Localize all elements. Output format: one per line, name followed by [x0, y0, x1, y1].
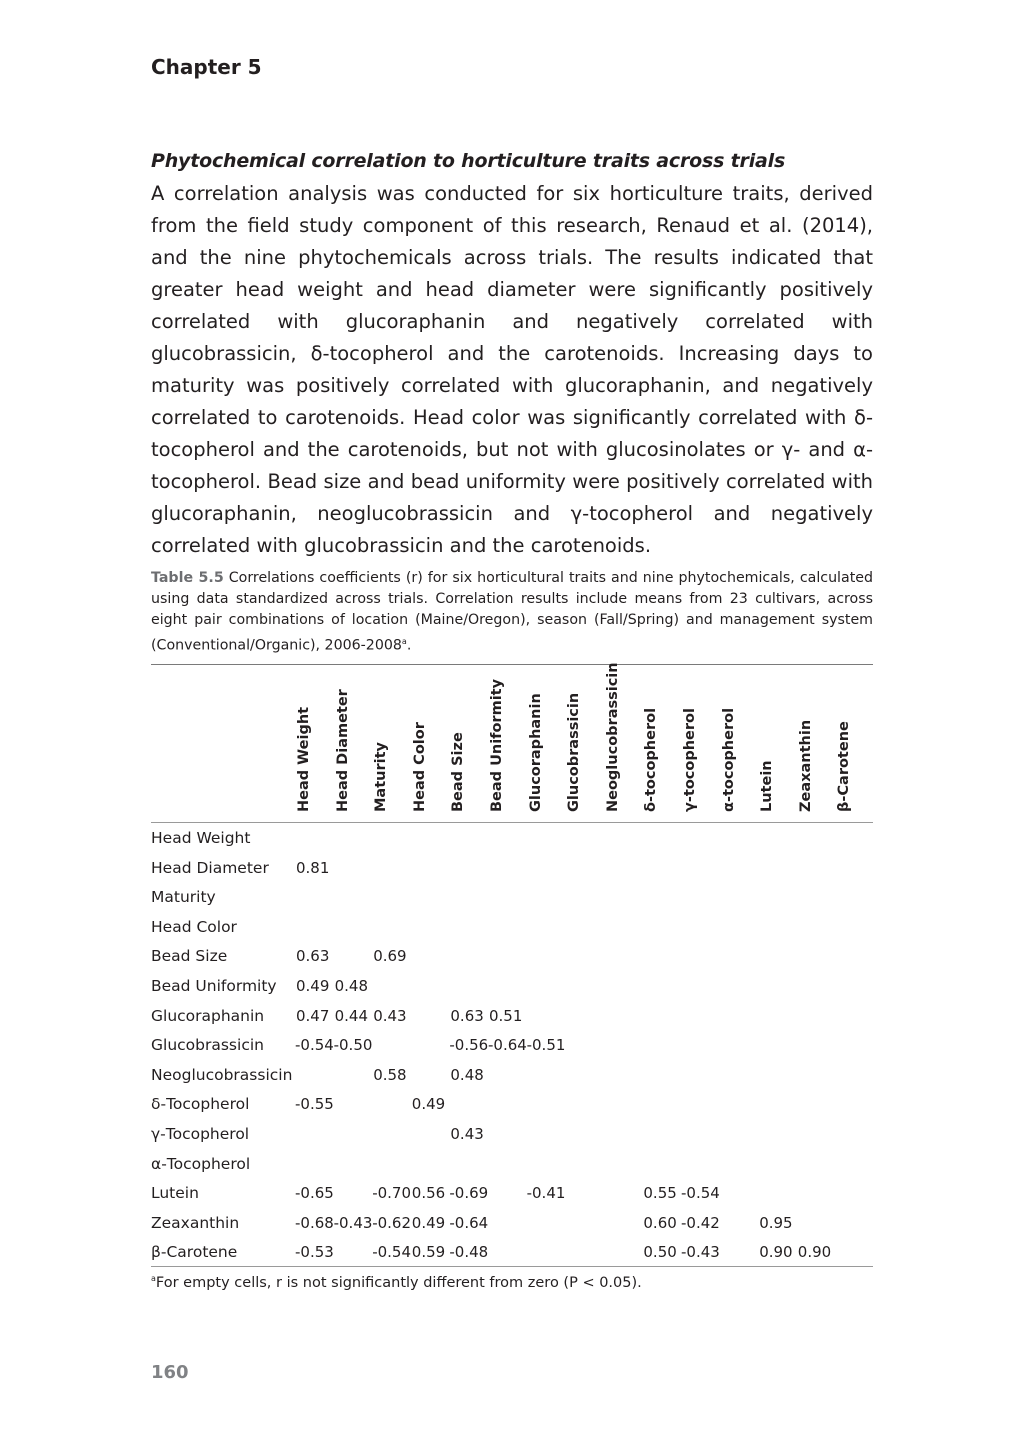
column-header-label: Glucobrassicin: [566, 692, 583, 812]
table-cell: -0.50: [333, 1036, 373, 1055]
column-header-label: Maturity: [373, 742, 390, 812]
row-label: Glucobrassicin: [151, 1036, 264, 1055]
column-header-label: Head Weight: [296, 706, 312, 812]
column-header-label: Zeaxanthin: [797, 719, 814, 812]
table-cell: -0.42: [681, 1213, 720, 1232]
table-cell: -0.51: [526, 1036, 566, 1055]
table-cell: 0.48: [334, 977, 368, 995]
table-cell: 0.43: [450, 1125, 484, 1143]
table-top-rule: [151, 664, 873, 665]
column-header-label: Glucoraphanin: [527, 693, 544, 812]
row-label: Neoglucobrassicin: [151, 1065, 293, 1084]
row-label: γ-Tocopherol: [151, 1125, 250, 1143]
table-cell: -0.55: [295, 1095, 334, 1114]
running-head: Chapter 5: [151, 55, 262, 79]
table-cell: 0.69: [373, 947, 407, 966]
table-cell: -0.56: [449, 1036, 489, 1055]
column-header-label: β-Carotene: [836, 721, 853, 812]
row-label: Zeaxanthin: [151, 1213, 240, 1232]
table-caption-text: Correlations coefficients (r) for six horticultural traits and nine phytochemicals, calculated using data standardized across trials. Correlation results include means from 23 cultivars, across eight pair combinations of location (Maine/Oregon), season (Fall/Spring) and management system (Conventional/Organic), 2006-2008: [151, 570, 873, 654]
table-cell: -0.43: [681, 1243, 720, 1262]
row-label: α-Tocopherol: [151, 1154, 251, 1173]
row-label: Head Color: [151, 917, 237, 936]
row-label: Lutein: [151, 1184, 199, 1203]
table-cell: 0.59: [411, 1243, 446, 1262]
table-cell: -0.53: [295, 1243, 334, 1262]
column-header-label: Neoglucobrassicin: [604, 662, 621, 812]
table-cell: 0.63: [450, 1006, 484, 1025]
table-cell: -0.65: [295, 1184, 334, 1203]
footnote-text: For empty cells, r is not significantly different from zero (P < 0.05).: [155, 1274, 642, 1291]
table-cell: 0.50: [643, 1243, 677, 1262]
page-number: 160: [151, 1362, 189, 1383]
table-cell: 0.49: [411, 1095, 446, 1114]
body-paragraph: A correlation analysis was conducted for six horticulture traits, derived from the field study component of this research, Renaud et al. (2014), and the nine phytochemicals across trials. The results indicated that greater head weight and head diameter were significantly positively correlated with glucoraphanin and negatively correlated with glucobrassicin, δ-tocopherol and the carotenoids. Increasing days to maturity was positively correlated with glucoraphanin, and negatively correlated to carotenoids. Head color was significantly correlated with δ-tocopherol and the carotenoids, but not with glucosinolates or γ- and α-tocopherol. Bead size and bead uniformity were positively correlated with glucoraphanin, neoglucobrassicin and γ-tocopherol and negatively correlated with glucobrassicin and the carotenoids.: [151, 182, 873, 557]
table-cell: 0.44: [334, 1006, 368, 1025]
row-label: Maturity: [151, 888, 216, 907]
table-cell: 0.51: [489, 1006, 523, 1025]
table-cell: -0.54: [681, 1184, 720, 1203]
table-cell: 0.49: [296, 977, 330, 995]
table-cell: -0.70: [372, 1184, 411, 1203]
table-cell: -0.54: [372, 1243, 411, 1262]
column-header-label: γ-tocopherol: [682, 708, 698, 812]
table-cell: 0.95: [759, 1213, 793, 1232]
table-cell: 0.81: [296, 858, 330, 877]
column-header-label: Bead Uniformity: [489, 678, 505, 812]
column-header-label: α-tocopherol: [720, 707, 737, 812]
table-cell: 0.60: [643, 1213, 677, 1232]
table-caption-end: .: [406, 637, 412, 654]
row-label: Bead Uniformity: [151, 977, 277, 995]
table-cell: 0.49: [411, 1213, 446, 1232]
table-cell: -0.54: [295, 1036, 334, 1055]
table-cell: 0.47: [296, 1006, 330, 1025]
table-cell: -0.68: [295, 1213, 334, 1232]
table-cell: -0.62: [372, 1213, 411, 1232]
row-label: Head Diameter: [151, 858, 269, 877]
row-label: Head Weight: [151, 829, 251, 847]
table-cell: -0.64: [488, 1036, 527, 1055]
table-cell: 0.63: [296, 947, 330, 966]
table-caption-label: Table 5.5: [151, 570, 224, 586]
column-header-label: Head Color: [411, 722, 428, 812]
table-cell: -0.41: [526, 1184, 566, 1203]
row-label: β-Carotene: [151, 1243, 238, 1262]
table-cell: 0.56: [411, 1184, 446, 1203]
table-cell: -0.64: [449, 1213, 489, 1232]
table-cell: 0.48: [450, 1065, 484, 1084]
table-cell: 0.90: [797, 1243, 832, 1262]
table-footnote: [151, 1274, 642, 1291]
table-cell: -0.43: [333, 1213, 373, 1232]
column-header-label: δ-tocopherol: [643, 707, 660, 812]
table-cell: 0.58: [373, 1065, 407, 1084]
table-header-rule: [151, 822, 873, 823]
footnote-mark: a: [151, 1274, 156, 1283]
table-caption-footnote-mark: a: [401, 637, 407, 646]
table-cell: -0.48: [449, 1243, 489, 1262]
row-label: Glucoraphanin: [151, 1006, 265, 1025]
table-cell: 0.55: [643, 1184, 677, 1203]
table-bottom-rule: [151, 1266, 873, 1267]
row-label: δ-Tocopherol: [151, 1095, 250, 1114]
row-label: Bead Size: [151, 947, 228, 966]
section-heading: Phytochemical correlation to horticulture traits across trials: [151, 150, 786, 172]
table-caption: [151, 568, 873, 657]
column-header-label: Bead Size: [450, 732, 467, 812]
column-header-label: Head Diameter: [334, 689, 351, 812]
column-header-label: Lutein: [759, 760, 776, 812]
table-cell: 0.90: [759, 1243, 793, 1262]
table-cell: 0.43: [373, 1006, 407, 1025]
table-cell: -0.69: [449, 1184, 489, 1203]
